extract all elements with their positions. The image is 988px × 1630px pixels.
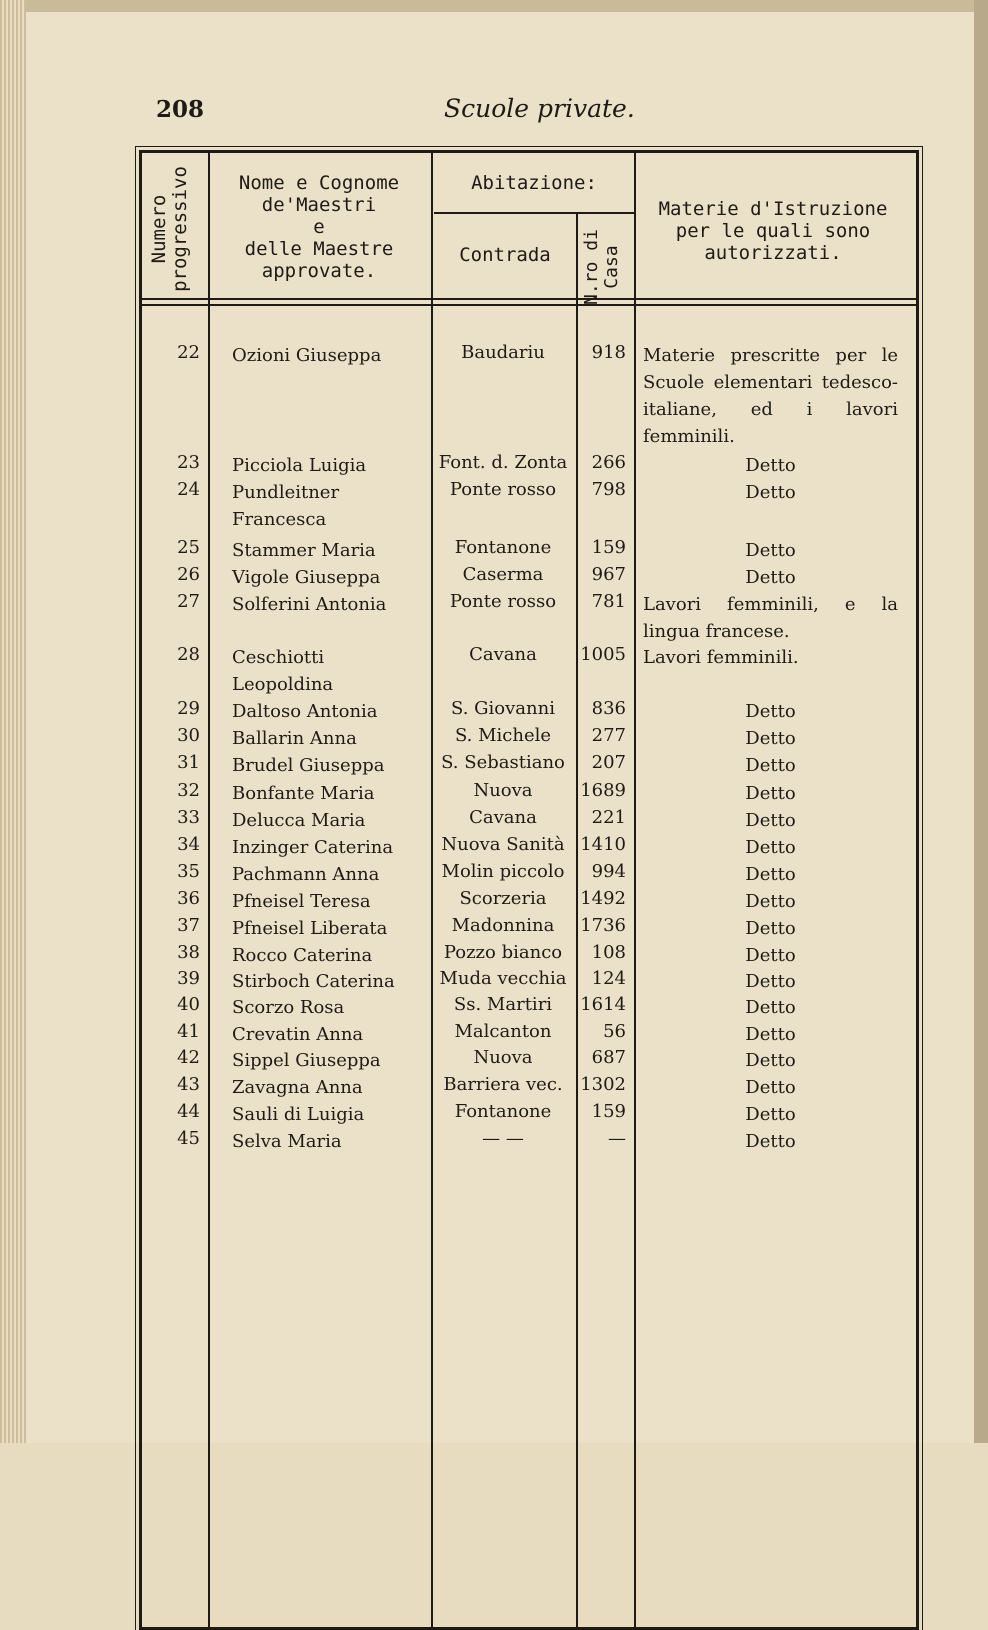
col-rule-1	[208, 153, 210, 1627]
house-number: 277	[591, 725, 626, 746]
row-number: 36	[177, 888, 200, 909]
subjects: Detto	[745, 891, 796, 912]
subjects: Detto	[745, 837, 796, 858]
house-number: 221	[591, 807, 626, 828]
subjects: Detto	[745, 864, 796, 885]
subjects: Detto	[745, 1024, 796, 1045]
col-rule-4	[634, 153, 636, 1627]
teacher-name: Zavagna Anna	[232, 1077, 363, 1098]
row-number: 31	[177, 752, 200, 773]
row-number: 22	[177, 342, 200, 363]
page-edge-right	[974, 0, 988, 1443]
row-number: 30	[177, 725, 200, 746]
header-abitazione: Abitazione:	[471, 172, 597, 194]
subjects: Detto	[745, 1050, 796, 1071]
teacher-name: Inzinger Caterina	[232, 837, 394, 858]
row-number: 37	[177, 915, 200, 936]
subjects: Detto	[745, 728, 796, 749]
abitazione-rule	[434, 212, 634, 214]
subjects: Lavori femminili.	[643, 647, 799, 668]
street: Madonnina	[451, 915, 555, 936]
row-number: 26	[177, 564, 200, 585]
row-number: 43	[177, 1074, 200, 1095]
house-number: 687	[591, 1047, 626, 1068]
row-number: 24	[177, 479, 200, 500]
header-nome-line: de'Maestri	[261, 194, 377, 216]
row-number: 33	[177, 807, 200, 828]
house-number: 108	[591, 942, 626, 963]
row-number: 42	[177, 1047, 200, 1068]
street: Ponte rosso	[449, 591, 557, 612]
teacher-name: Ozioni Giuseppa	[232, 345, 382, 366]
header-rule-double	[142, 304, 916, 306]
teacher-name: Pachmann Anna	[232, 864, 380, 885]
header-nome-line: e	[313, 216, 325, 238]
street: Ss. Martiri	[453, 994, 553, 1015]
header-materie-line: autorizzati.	[704, 242, 842, 264]
street: Nuova	[473, 780, 533, 801]
teacher-name: Selva Maria	[232, 1131, 342, 1152]
subjects: Detto	[745, 755, 796, 776]
header-rule	[142, 298, 916, 300]
book-page	[26, 12, 974, 1443]
house-number: 207	[591, 752, 626, 773]
street: S. Sebastiano	[441, 752, 565, 773]
header-nome-line: Nome e Cognome	[238, 172, 400, 194]
teacher-name: Crevatin Anna	[232, 1024, 364, 1045]
subjects: Detto	[745, 918, 796, 939]
row-number: 39	[177, 968, 200, 989]
house-number: 967	[591, 564, 626, 585]
header-numero: Numero progressivo	[148, 166, 191, 292]
house-number: 124	[591, 968, 626, 989]
street: — —	[482, 1128, 524, 1149]
row-number: 45	[177, 1128, 200, 1149]
teacher-name: Sauli di Luigia	[232, 1104, 365, 1125]
house-number: 994	[591, 861, 626, 882]
header-nome-line: approvate.	[261, 260, 377, 282]
teacher-name: Rocco Caterina	[232, 945, 373, 966]
header-nome	[216, 172, 422, 282]
header-materie-line: per le quali sono	[675, 220, 871, 242]
subjects: Detto	[745, 1104, 796, 1125]
teacher-name: Sippel Giuseppa	[232, 1050, 381, 1071]
subjects: Detto	[745, 945, 796, 966]
teacher-name: Pundleitner Francesca	[232, 482, 340, 530]
street: Cavana	[469, 807, 537, 828]
subjects: Detto	[745, 1131, 796, 1152]
street: Nuova Sanità	[441, 834, 565, 855]
row-number: 44	[177, 1101, 200, 1122]
page-header	[26, 92, 974, 132]
teacher-name: Stirboch Caterina	[232, 971, 395, 992]
teacher-name: Ballarin Anna	[232, 728, 357, 749]
house-number: 1005	[580, 644, 626, 665]
teacher-name: Ceschiotti Leopoldina	[232, 647, 334, 695]
street: S. Michele	[454, 725, 552, 746]
running-title: Scuole private.	[444, 94, 635, 123]
house-number: 836	[591, 698, 626, 719]
row-number: 35	[177, 861, 200, 882]
house-number: 1410	[580, 834, 626, 855]
street: Fontanone	[454, 1101, 552, 1122]
teacher-name: Vigole Giuseppa	[232, 567, 381, 588]
subjects: Detto	[745, 1077, 796, 1098]
teacher-name: Pfneisel Liberata	[232, 918, 388, 939]
street: Muda vecchia	[439, 968, 567, 989]
teacher-name: Picciola Luigia	[232, 455, 367, 476]
subjects: Detto	[745, 810, 796, 831]
row-number: 27	[177, 591, 200, 612]
row-number: 38	[177, 942, 200, 963]
subjects: Detto	[745, 701, 796, 722]
street: Baudariu	[461, 342, 545, 363]
subjects: Materie prescritte per le Scuole elementari tedesco-italiane, ed i lavori femminili.	[643, 345, 898, 447]
subjects: Detto	[745, 567, 796, 588]
subjects: Detto	[745, 971, 796, 992]
row-number: 29	[177, 698, 200, 719]
teacher-name: Solferini Antonia	[232, 594, 387, 615]
street: S. Giovanni	[451, 698, 555, 719]
header-materie-line: Materie d'Istruzione	[658, 198, 888, 220]
house-number: 159	[591, 537, 626, 558]
street: Barriera vec.	[443, 1074, 563, 1095]
row-number: 32	[177, 780, 200, 801]
teacher-name: Daltoso Antonia	[232, 701, 378, 722]
house-number: 1302	[580, 1074, 626, 1095]
teacher-name: Bonfante Maria	[232, 783, 375, 804]
page-edge-top	[0, 0, 988, 12]
teacher-name: Pfneisel Teresa	[232, 891, 371, 912]
street: Nuova	[473, 1047, 533, 1068]
house-number: 781	[591, 591, 626, 612]
header-nro-casa: N.ro di Casa	[581, 229, 622, 305]
house-number: 798	[591, 479, 626, 500]
page-edges-left	[0, 0, 26, 1443]
house-number: —	[608, 1128, 626, 1149]
subjects: Detto	[745, 482, 796, 503]
row-number: 40	[177, 994, 200, 1015]
house-number: 918	[591, 342, 626, 363]
header-nome-line: delle Maestre	[244, 238, 394, 260]
subjects: Detto	[745, 783, 796, 804]
house-number: 1736	[580, 915, 626, 936]
row-number: 41	[177, 1021, 200, 1042]
header-materie	[638, 198, 908, 264]
teacher-name: Delucca Maria	[232, 810, 366, 831]
street: Malcanton	[454, 1021, 552, 1042]
row-number: 23	[177, 452, 200, 473]
house-number: 56	[603, 1021, 626, 1042]
street: Molin piccolo	[441, 861, 565, 882]
header-contrada: Contrada	[459, 244, 551, 266]
house-number: 1614	[580, 994, 626, 1015]
row-number: 28	[177, 644, 200, 665]
house-number: 1689	[580, 780, 626, 801]
street: Scorzeria	[459, 888, 547, 909]
street: Pozzo bianco	[443, 942, 563, 963]
house-number: 159	[591, 1101, 626, 1122]
street: Caserma	[462, 564, 544, 585]
subjects: Detto	[745, 997, 796, 1018]
page-number: 208	[156, 96, 205, 123]
teacher-name: Brudel Giuseppa	[232, 755, 385, 776]
house-number: 266	[591, 452, 626, 473]
teacher-name: Scorzo Rosa	[232, 997, 345, 1018]
street: Font. d. Zonta	[438, 452, 568, 473]
street: Fontanone	[454, 537, 552, 558]
subjects: Lavori femminili, e la lingua francese.	[643, 594, 898, 642]
street: Cavana	[469, 644, 537, 665]
house-number: 1492	[580, 888, 626, 909]
street: Ponte rosso	[449, 479, 557, 500]
row-number: 25	[177, 537, 200, 558]
subjects: Detto	[745, 540, 796, 561]
row-number: 34	[177, 834, 200, 855]
teacher-name: Stammer Maria	[232, 540, 376, 561]
subjects: Detto	[745, 455, 796, 476]
